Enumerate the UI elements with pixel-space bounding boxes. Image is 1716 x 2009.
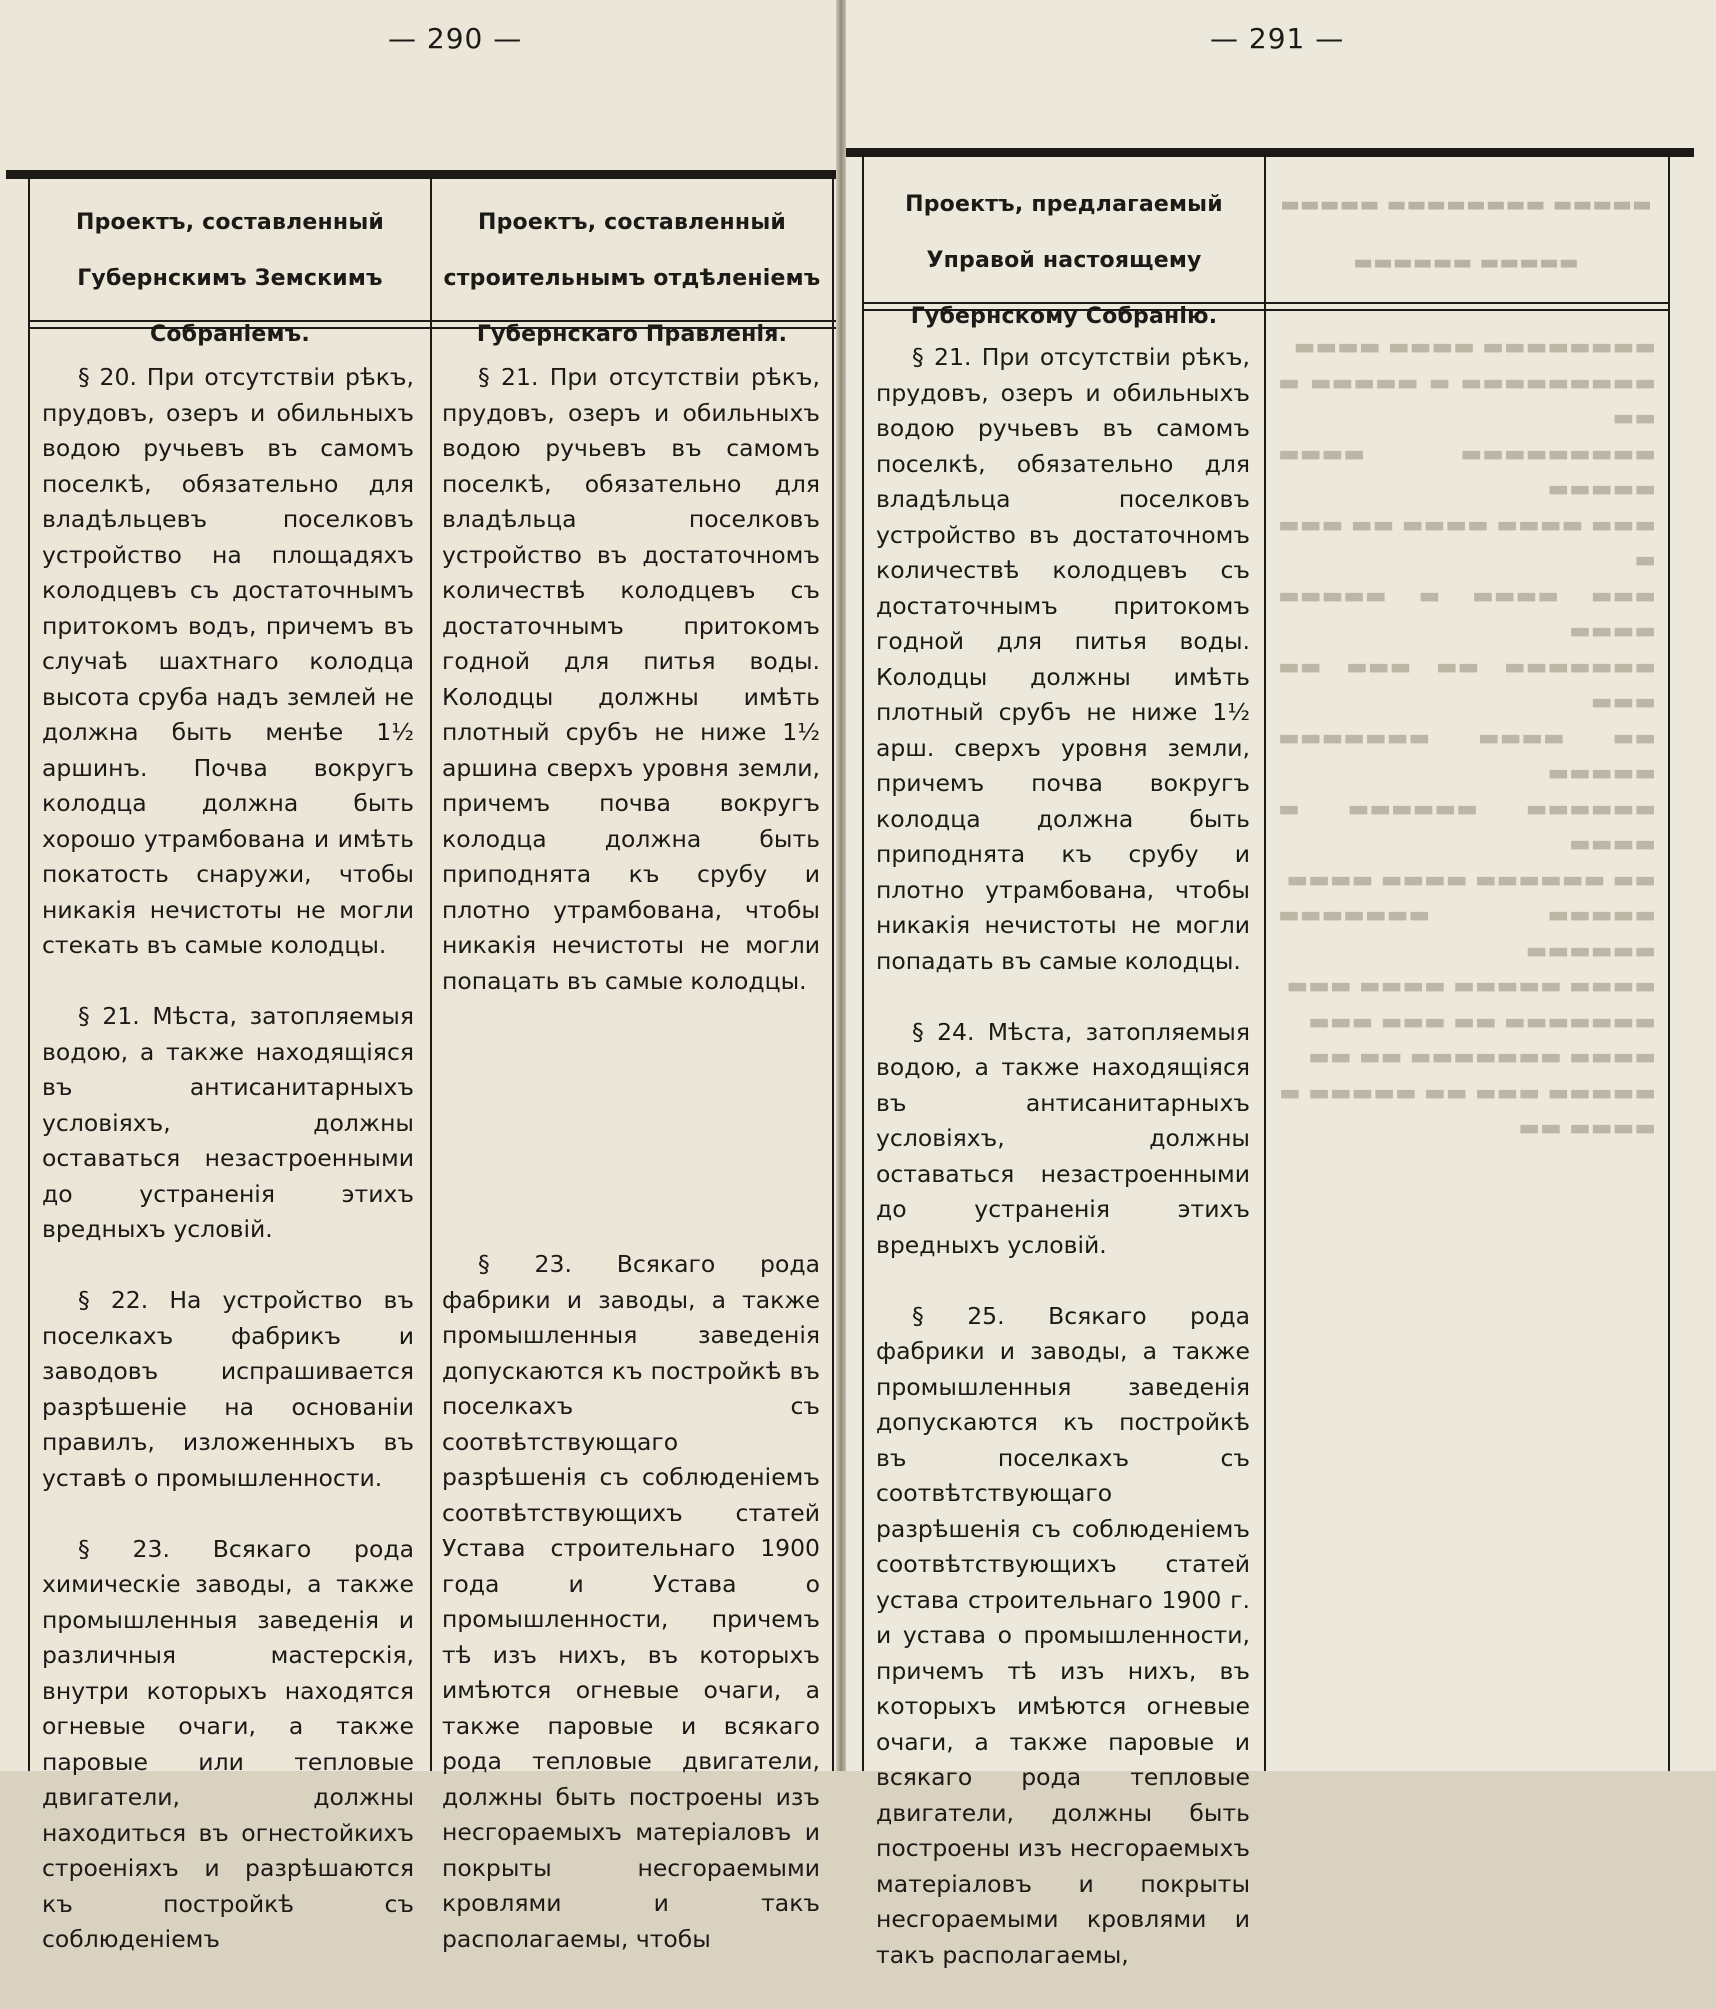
ghost-line: ▬▬▬▬▬▬▬ ▬▬ ▬▬▬ ▬▬ ▬▬▬: [1278, 653, 1656, 715]
column-border-right: [1668, 157, 1670, 1771]
ghost-line: ▬▬▬▬ ▬▬▬▬▬ ▬▬▬▬ ▬▬▬: [1286, 973, 1656, 999]
left-page: [0, 0, 838, 1953]
column-border-right: [832, 179, 834, 1771]
show-through-header: [1270, 175, 1662, 291]
ghost-line: ▬▬▬ ▬▬▬▬ ▬▬▬▬ ▬▬ ▬▬▬ ▬: [1278, 511, 1656, 573]
page-number-left: — 290 —: [388, 22, 523, 55]
ghost-line: ▬▬ ▬▬▬▬▬▬ ▬▬▬▬ ▬▬▬▬: [1286, 866, 1656, 893]
right-page: [846, 0, 1716, 1969]
paragraph-21: § 21. При отсутствіи рѣкъ, прудовъ, озеръ и обильныхъ водою ручьевъ въ самомъ поселкѣ, обязательно для владѣльца поселковъ устройство въ достаточномъ количествѣ колодцевъ съ достаточнымъ притокомъ годной для питья воды. Колодцы должны имѣть плотный срубъ не ниже 1½ арш. сверхъ уровня земли, причемъ почва вокругъ колодца должна быть приподнята къ срубу и плотно утрамбована, чтобы никакія нечистоты не могли попадать въ самые колодцы.: [876, 343, 1250, 975]
paragraph-23: § 23. Всякаго рода химическіе заводы, а также промышленныя заведенія и различныя мастерскія, внутри которыхъ находятся огневые очаги, а также паровые или тепловые двигатели, должны находиться въ огнестойкихъ строеніяхъ и разрѣшаются къ постройкѣ съ соблюденіемъ: [42, 1534, 414, 1953]
ghost-line: ▬▬▬▬▬ ▬▬▬▬▬▬▬▬ ▬▬▬▬▬: [1280, 192, 1652, 216]
show-through-text: [1278, 330, 1656, 1147]
column-zemstvo-assembly-text: [42, 360, 414, 1993]
column-header-zemstvo-assembly: Проектъ, составленный Губернскимъ Земскимъ Собраніемъ.: [75, 210, 385, 347]
ghost-line: ▬▬▬ ▬▬▬▬ ▬ ▬▬▬▬▬ ▬▬▬▬: [1278, 582, 1656, 644]
column-header-board-proposal: Проектъ, предлагаемый Управой настоящему Губернскому Собранію.: [905, 192, 1223, 329]
paragraph-21: § 21. При отсутствіи рѣкъ, прудовъ, озеръ и обильныхъ водою ручьевъ въ самомъ поселкѣ, обязательно для владѣльца поселковъ устройство въ достаточномъ количествѣ колодцевъ съ достаточнымъ притокомъ годной для питья воды. Колодцы должны имѣть плотный срубъ не ниже 1½ аршина сверхъ уровня земли, причемъ почва вокругъ колодца должна быть приподнята къ срубу и плотно утрамбована, чтобы никакія нечистоты не могли попацать въ самые колодцы.: [442, 363, 820, 995]
ghost-line: ▬▬▬▬▬ ▬▬▬▬▬▬▬ ▬▬▬▬▬▬: [1278, 902, 1656, 964]
column-border-left: [28, 179, 30, 1771]
ghost-line: ▬▬▬▬▬ ▬▬▬▬▬▬: [1353, 250, 1579, 274]
ghost-line: ▬▬▬▬ ▬▬▬▬▬▬▬ ▬▬ ▬▬: [1308, 1044, 1656, 1070]
ghost-line: ▬▬▬▬▬▬ ▬▬▬▬▬▬ ▬ ▬▬▬▬: [1278, 795, 1656, 857]
ghost-line: ▬▬ ▬▬▬▬ ▬▬▬▬▬▬▬ ▬▬▬▬▬: [1278, 724, 1656, 786]
ghost-line: ▬▬▬▬ ▬▬: [1518, 1115, 1656, 1141]
column-divider: [1264, 157, 1266, 1771]
header-top-rule: [6, 170, 838, 179]
ghost-line: ▬▬▬▬▬▬▬ ▬▬ ▬▬▬ ▬▬▬: [1308, 1008, 1656, 1035]
paragraph-24: § 24. Мѣста, затопляемыя водою, а также находящіяся въ антисанитарныхъ условіяхъ, должны оставаться незастроенными до устраненія этихъ вредныхъ условій.: [876, 1017, 1250, 1259]
ghost-line: ▬▬▬▬▬▬▬▬▬ ▬ ▬▬▬▬▬ ▬ ▬▬: [1278, 369, 1656, 431]
column-board-proposal-text: [876, 340, 1250, 2009]
column-border-left: [862, 157, 864, 1771]
column-divider: [430, 179, 432, 1771]
ghost-line: ▬▬▬▬▬▬▬▬▬ ▬▬▬▬ ▬▬▬▬▬: [1278, 440, 1656, 502]
page-number-right: — 291 —: [1210, 22, 1345, 55]
ghost-line: ▬▬▬▬▬ ▬▬▬ ▬▬ ▬▬▬▬▬ ▬: [1279, 1079, 1656, 1106]
paragraph-21: § 21. Мѣста, затопляемыя водою, а также находящіяся въ антисанитарныхъ условіяхъ, должны оставаться незастроенными до устраненія этихъ вредныхъ условій.: [42, 1002, 414, 1243]
paragraph-22: § 22. На устройство въ поселкахъ фабрикъ и заводовъ испрашивается разрѣшеніе на основаніи правилъ, изложенныхъ въ уставѣ о промышленности.: [42, 1286, 414, 1492]
column-header-construction-dept: Проектъ, составленный строительнымъ отдѣленіемъ Губернскаго Правленія.: [443, 210, 821, 347]
ghost-line: ▬▬▬▬▬▬▬▬ ▬▬▬▬ ▬▬▬▬: [1293, 334, 1656, 360]
paragraph-25: § 25. Всякаго рода фабрики и заводы, а также промышленныя заведенія допускаются къ постройкѣ въ поселкахъ съ соотвѣтствующаго разрѣшенія съ соблюденіемъ соотвѣтствующихъ статей устава строительнаго 1900 г. и устава о промышленности, причемъ тѣ изъ нихъ, въ которыхъ имѣются огневые очаги, а также паровые и всякаго рода тепловые двигатели, должны быть построены изъ несгораемыхъ матеріаловъ и покрыты несгораемыми кровлями и такъ располагаемы,: [876, 1301, 1250, 1969]
header-top-rule: [846, 148, 1694, 157]
paragraph-23: § 23. Всякаго рода фабрики и заводы, а также промышленныя заведенія допускаются къ постройкѣ въ поселкахъ съ соотвѣтствующаго разрѣшенія съ соблюденіемъ соотвѣтствующихъ статей Устава строительнаго 1900 года и Устава о промышленности, причемъ тѣ изъ нихъ, въ которыхъ имѣются огневые очаги, а также паровые и всякаго рода тепловые двигатели, должны быть построены изъ несгораемыхъ матеріаловъ и покрыты несгораемыми кровлями и такъ располагаемы, чтобы: [442, 1250, 820, 1953]
paragraph-20: § 20. При отсутствіи рѣкъ, прудовъ, озеръ и обильныхъ водою ручьевъ въ самомъ поселкѣ, обязательно для владѣльцевъ поселковъ устройство на площадяхъ колодцевъ съ достаточнымъ притокомъ водъ, причемъ въ случаѣ шахтнаго колодца высота сруба надъ землей не должна быть менѣе 1½ аршинъ. Почва вокругъ колодца должна быть хорошо утрамбована и имѣть покатость снаружи, чтобы никакія нечистоты не могли стекать въ самые колодцы.: [42, 363, 414, 959]
column-construction-dept-text: [442, 360, 820, 1993]
